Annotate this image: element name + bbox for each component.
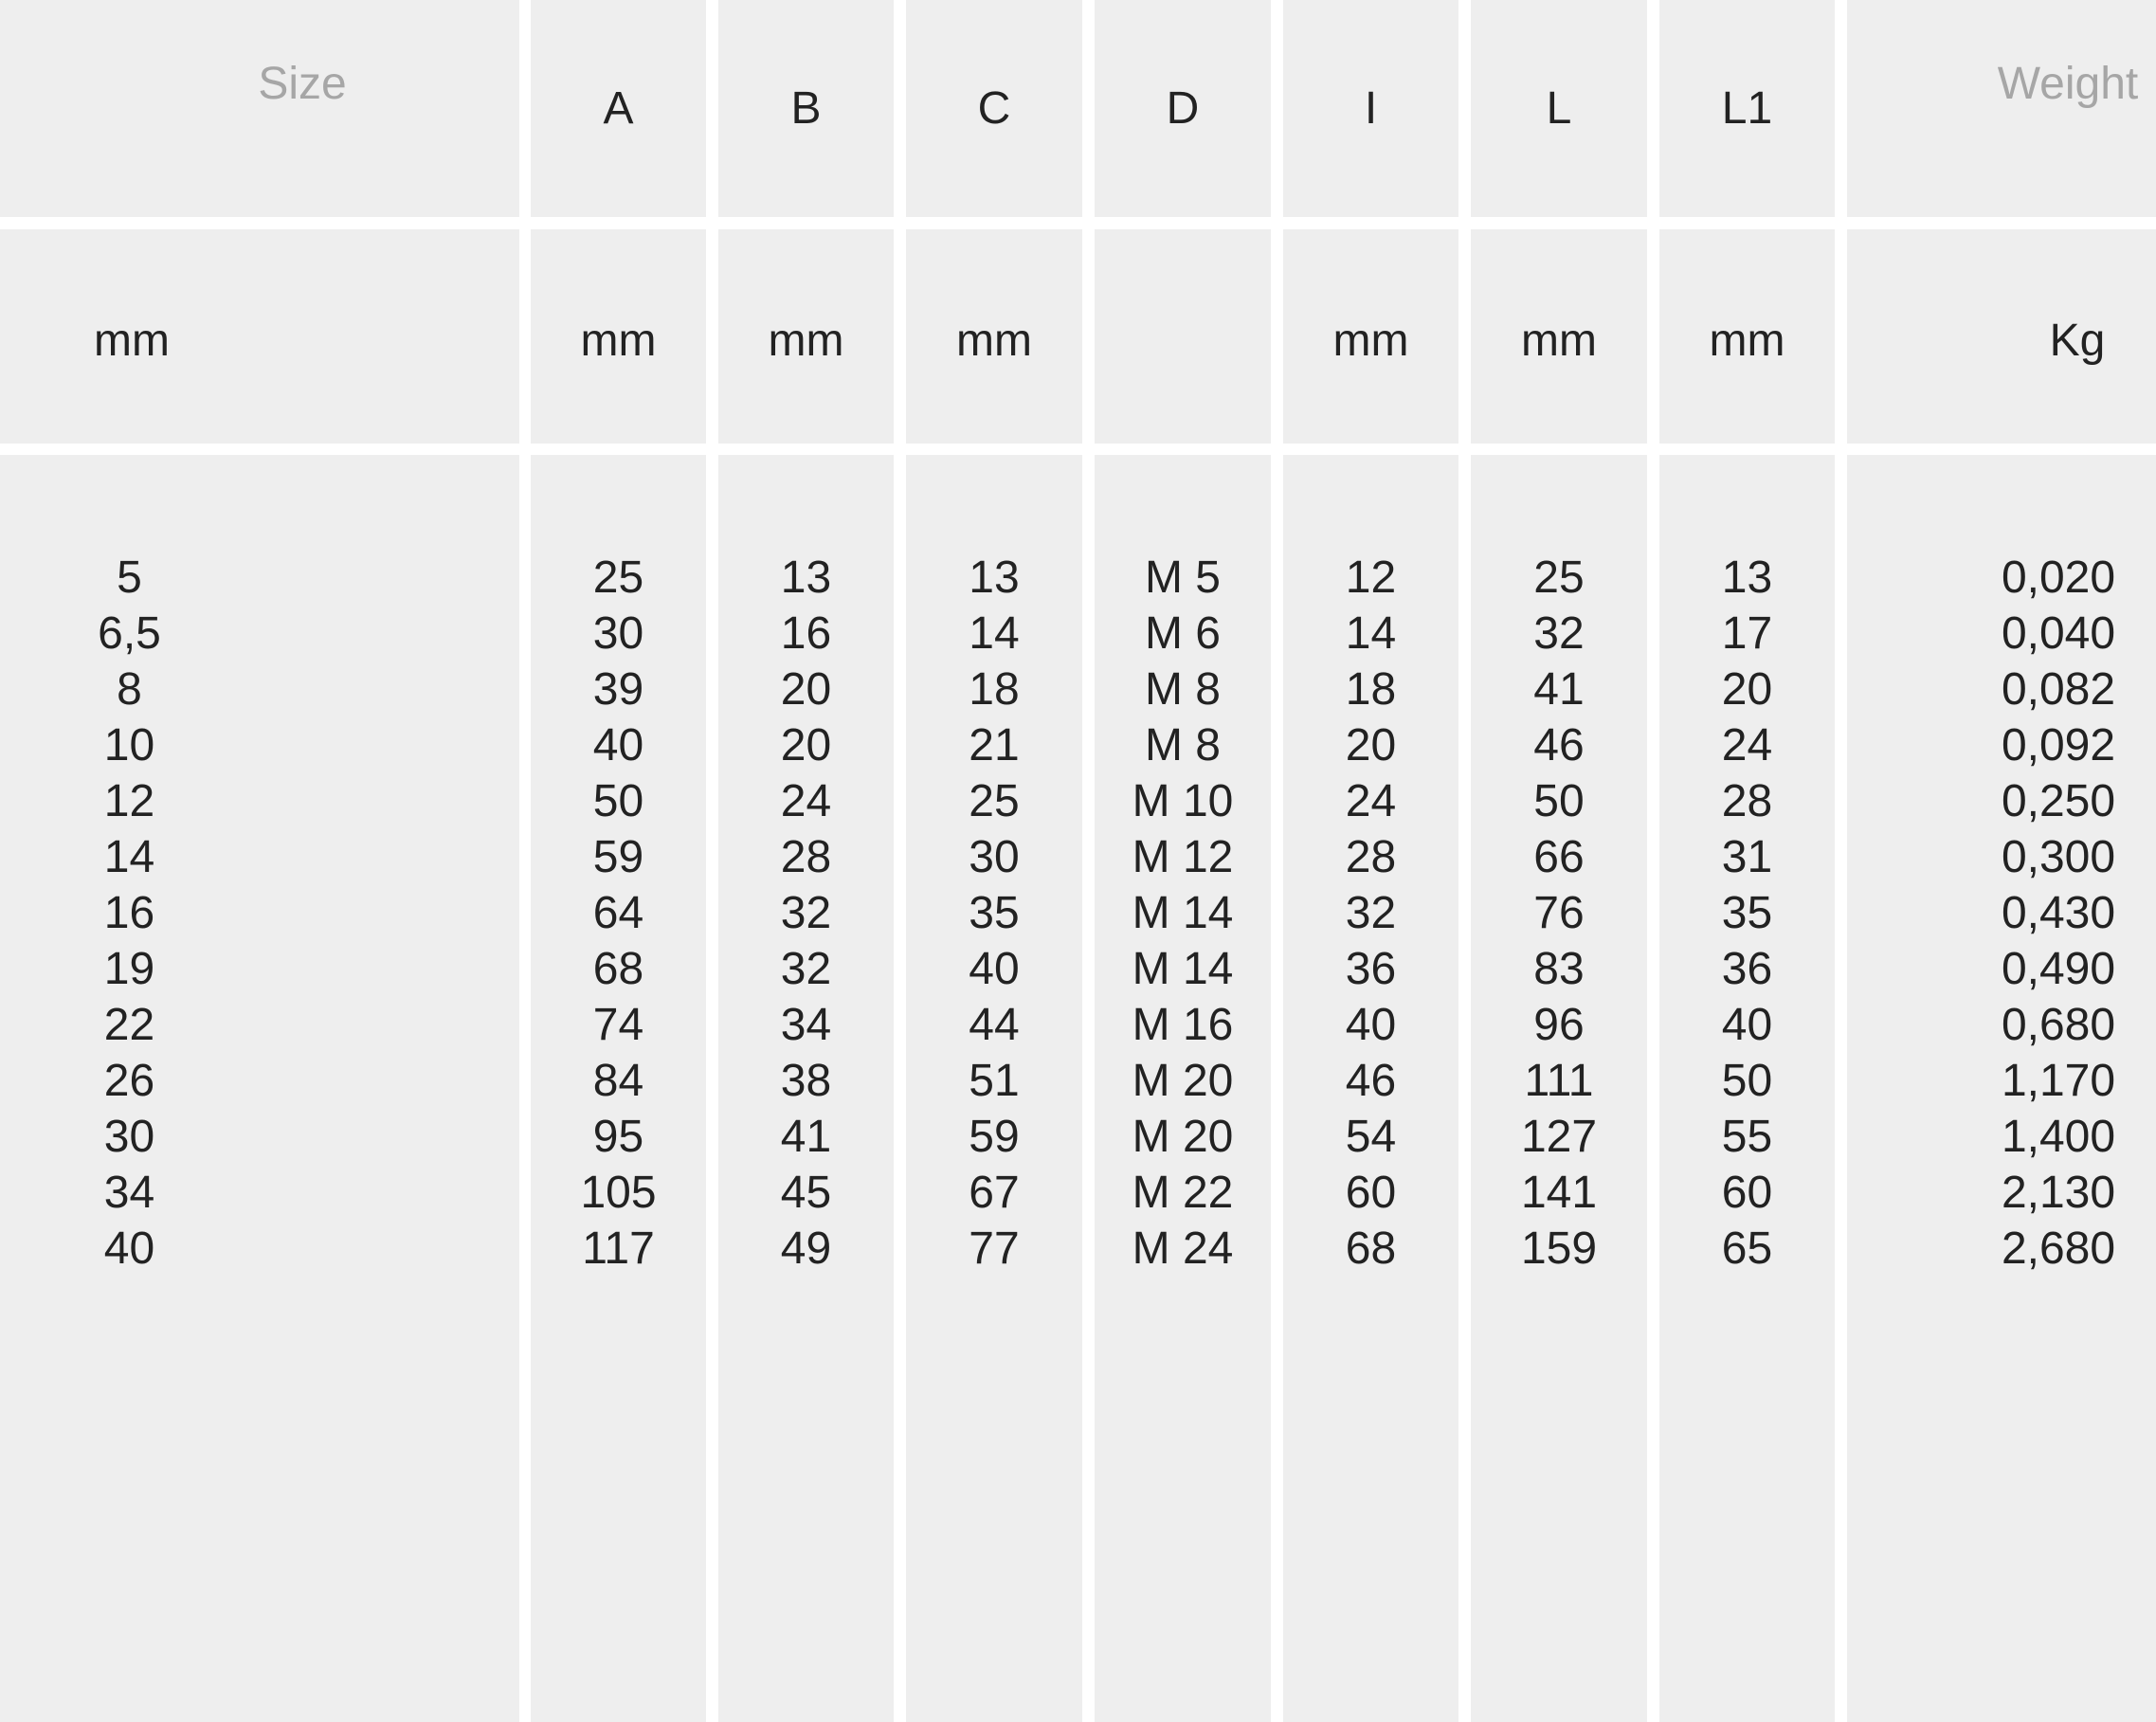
values-weight bbox=[1961, 550, 2156, 1277]
column-d bbox=[1095, 0, 1271, 1722]
value-cell: 18 bbox=[1345, 664, 1397, 715]
header-cell-size bbox=[0, 0, 519, 217]
header-cell-weight bbox=[1847, 0, 2156, 217]
value-cell: 28 bbox=[1345, 832, 1397, 882]
value-cell: 12 bbox=[1345, 553, 1397, 603]
value-cell: 96 bbox=[1533, 1000, 1585, 1050]
value-cell: 77 bbox=[969, 1224, 1020, 1274]
value-cell: 0,040 bbox=[2001, 608, 2116, 659]
value-cell: 34 bbox=[780, 1000, 832, 1050]
value-cell: 1,170 bbox=[2001, 1056, 2116, 1106]
value-cell: 67 bbox=[969, 1168, 1020, 1218]
value-cell: 45 bbox=[780, 1168, 832, 1218]
value-cell: M 14 bbox=[1132, 888, 1234, 938]
header-cell-c bbox=[906, 0, 1082, 217]
value-cell: 5 bbox=[117, 553, 142, 603]
value-cell: 95 bbox=[592, 1112, 644, 1162]
value-cell: 41 bbox=[780, 1112, 832, 1162]
header-d: D bbox=[1166, 83, 1200, 134]
body-cell-weight bbox=[1847, 455, 2156, 1722]
column-a bbox=[531, 0, 706, 1722]
column-l1 bbox=[1659, 0, 1835, 1722]
value-cell: 117 bbox=[582, 1224, 655, 1274]
value-cell: 25 bbox=[1533, 553, 1585, 603]
value-cell: 39 bbox=[592, 664, 644, 715]
value-cell: 0,430 bbox=[2001, 888, 2116, 938]
body-cell-l1 bbox=[1659, 455, 1835, 1722]
value-cell: 2,130 bbox=[2001, 1168, 2116, 1218]
column-c bbox=[906, 0, 1082, 1722]
value-cell: 20 bbox=[1345, 720, 1397, 770]
values-l1 bbox=[1659, 550, 1835, 1277]
value-cell: 25 bbox=[969, 776, 1020, 826]
value-cell: 40 bbox=[103, 1224, 155, 1274]
value-cell: 49 bbox=[780, 1224, 832, 1274]
value-cell: 1,400 bbox=[2001, 1112, 2116, 1162]
value-cell: 141 bbox=[1520, 1168, 1598, 1218]
value-cell: 32 bbox=[780, 944, 832, 994]
value-cell: 20 bbox=[780, 664, 832, 715]
header-a: A bbox=[603, 83, 634, 134]
value-cell: 159 bbox=[1520, 1224, 1598, 1274]
value-cell: 55 bbox=[1721, 1112, 1773, 1162]
unit-size: mm bbox=[94, 316, 170, 366]
value-cell: M 22 bbox=[1132, 1168, 1234, 1218]
header-cell-l bbox=[1471, 0, 1647, 217]
value-cell: 22 bbox=[103, 1000, 155, 1050]
value-cell: 111 bbox=[1524, 1056, 1594, 1106]
value-cell: 0,680 bbox=[2001, 1000, 2116, 1050]
body-cell-size bbox=[0, 455, 519, 1722]
value-cell: 68 bbox=[592, 944, 644, 994]
value-cell: 40 bbox=[1345, 1000, 1397, 1050]
header-cell-i bbox=[1283, 0, 1458, 217]
value-cell: 16 bbox=[780, 608, 832, 659]
value-cell: 36 bbox=[1345, 944, 1397, 994]
value-cell: 32 bbox=[1345, 888, 1397, 938]
values-a bbox=[531, 550, 706, 1277]
value-cell: M 20 bbox=[1132, 1112, 1234, 1162]
value-cell: 50 bbox=[592, 776, 644, 826]
value-cell: M 16 bbox=[1132, 1000, 1234, 1050]
unit-cell-b bbox=[718, 229, 894, 444]
value-cell: 50 bbox=[1721, 1056, 1773, 1106]
value-cell: M 8 bbox=[1144, 720, 1221, 770]
value-cell: 50 bbox=[1533, 776, 1585, 826]
unit-cell-size bbox=[0, 229, 519, 444]
value-cell: 24 bbox=[1345, 776, 1397, 826]
value-cell: 83 bbox=[1533, 944, 1585, 994]
column-l bbox=[1471, 0, 1647, 1722]
value-cell: 0,020 bbox=[2001, 553, 2116, 603]
value-cell: 32 bbox=[1533, 608, 1585, 659]
value-cell: 20 bbox=[780, 720, 832, 770]
value-cell: M 24 bbox=[1132, 1224, 1234, 1274]
value-cell: 127 bbox=[1520, 1112, 1598, 1162]
values-c bbox=[906, 550, 1082, 1277]
header-i: I bbox=[1364, 83, 1378, 134]
value-cell: 14 bbox=[1345, 608, 1397, 659]
value-cell: 40 bbox=[1721, 1000, 1773, 1050]
value-cell: 64 bbox=[592, 888, 644, 938]
value-cell: 40 bbox=[592, 720, 644, 770]
unit-cell-a bbox=[531, 229, 706, 444]
header-size: Size bbox=[258, 59, 347, 109]
value-cell: 10 bbox=[103, 720, 155, 770]
value-cell: 20 bbox=[1721, 664, 1773, 715]
value-cell: 68 bbox=[1345, 1224, 1397, 1274]
value-cell: 40 bbox=[969, 944, 1020, 994]
values-i bbox=[1283, 550, 1458, 1277]
value-cell: 35 bbox=[1721, 888, 1773, 938]
value-cell: 44 bbox=[969, 1000, 1020, 1050]
header-cell-l1 bbox=[1659, 0, 1835, 217]
value-cell: 51 bbox=[969, 1056, 1020, 1106]
value-cell: 36 bbox=[1721, 944, 1773, 994]
body-cell-a bbox=[531, 455, 706, 1722]
value-cell: 41 bbox=[1533, 664, 1585, 715]
values-b bbox=[718, 550, 894, 1277]
unit-i: mm bbox=[1332, 316, 1409, 366]
value-cell: 31 bbox=[1721, 832, 1773, 882]
value-cell: 60 bbox=[1345, 1168, 1397, 1218]
value-cell: M 8 bbox=[1144, 664, 1221, 715]
value-cell: 18 bbox=[969, 664, 1020, 715]
value-cell: 0,092 bbox=[2001, 720, 2116, 770]
value-cell: 28 bbox=[780, 832, 832, 882]
value-cell: 24 bbox=[780, 776, 832, 826]
value-cell: 13 bbox=[1721, 553, 1773, 603]
value-cell: 30 bbox=[103, 1112, 155, 1162]
value-cell: 16 bbox=[103, 888, 155, 938]
value-cell: M 14 bbox=[1132, 944, 1234, 994]
value-cell: 76 bbox=[1533, 888, 1585, 938]
header-c: C bbox=[977, 83, 1011, 134]
unit-weight: Kg bbox=[2049, 316, 2106, 366]
value-cell: 65 bbox=[1721, 1224, 1773, 1274]
value-cell: 14 bbox=[969, 608, 1020, 659]
unit-cell-l bbox=[1471, 229, 1647, 444]
unit-cell-c bbox=[906, 229, 1082, 444]
value-cell: 8 bbox=[117, 664, 142, 715]
header-weight: Weight bbox=[1997, 59, 2139, 109]
body-cell-d bbox=[1095, 455, 1271, 1722]
value-cell: 2,680 bbox=[2001, 1224, 2116, 1274]
value-cell: 12 bbox=[103, 776, 155, 826]
header-cell-a bbox=[531, 0, 706, 217]
value-cell: 0,300 bbox=[2001, 832, 2116, 882]
value-cell: 13 bbox=[969, 553, 1020, 603]
unit-a: mm bbox=[580, 316, 657, 366]
column-weight bbox=[1847, 0, 2156, 1722]
body-cell-l bbox=[1471, 455, 1647, 1722]
value-cell: 59 bbox=[969, 1112, 1020, 1162]
value-cell: 60 bbox=[1721, 1168, 1773, 1218]
value-cell: M 10 bbox=[1132, 776, 1234, 826]
value-cell: M 12 bbox=[1132, 832, 1234, 882]
value-cell: 46 bbox=[1533, 720, 1585, 770]
value-cell: M 20 bbox=[1132, 1056, 1234, 1106]
values-size bbox=[0, 550, 519, 1277]
values-d bbox=[1095, 550, 1271, 1277]
value-cell: 30 bbox=[969, 832, 1020, 882]
value-cell: 35 bbox=[969, 888, 1020, 938]
unit-cell-d bbox=[1095, 229, 1271, 444]
header-b: B bbox=[790, 83, 822, 134]
values-l bbox=[1471, 550, 1647, 1277]
value-cell: 74 bbox=[592, 1000, 644, 1050]
value-cell: 66 bbox=[1533, 832, 1585, 882]
value-cell: 6,5 bbox=[98, 608, 161, 659]
header-l: L bbox=[1546, 83, 1572, 134]
unit-l: mm bbox=[1521, 316, 1597, 366]
header-cell-b bbox=[718, 0, 894, 217]
column-size bbox=[0, 0, 519, 1722]
header-cell-d bbox=[1095, 0, 1271, 217]
body-cell-c bbox=[906, 455, 1082, 1722]
value-cell: 19 bbox=[103, 944, 155, 994]
value-cell: 59 bbox=[592, 832, 644, 882]
value-cell: M 6 bbox=[1144, 608, 1221, 659]
value-cell: 38 bbox=[780, 1056, 832, 1106]
header-l1: L1 bbox=[1721, 83, 1773, 134]
body-cell-b bbox=[718, 455, 894, 1722]
value-cell: 34 bbox=[103, 1168, 155, 1218]
value-cell: 0,490 bbox=[2001, 944, 2116, 994]
body-cell-i bbox=[1283, 455, 1458, 1722]
value-cell: 26 bbox=[103, 1056, 155, 1106]
value-cell: 14 bbox=[103, 832, 155, 882]
value-cell: 32 bbox=[780, 888, 832, 938]
unit-cell-weight bbox=[1847, 229, 2156, 444]
column-i bbox=[1283, 0, 1458, 1722]
value-cell: 28 bbox=[1721, 776, 1773, 826]
unit-b: mm bbox=[768, 316, 844, 366]
unit-c: mm bbox=[956, 316, 1032, 366]
value-cell: 54 bbox=[1345, 1112, 1397, 1162]
value-cell: 30 bbox=[592, 608, 644, 659]
value-cell: 25 bbox=[592, 553, 644, 603]
unit-cell-i bbox=[1283, 229, 1458, 444]
value-cell: 13 bbox=[780, 553, 832, 603]
value-cell: 0,250 bbox=[2001, 776, 2116, 826]
unit-l1: mm bbox=[1709, 316, 1785, 366]
value-cell: 105 bbox=[580, 1168, 657, 1218]
value-cell: M 5 bbox=[1144, 553, 1221, 603]
value-cell: 84 bbox=[592, 1056, 644, 1106]
value-cell: 46 bbox=[1345, 1056, 1397, 1106]
column-b bbox=[718, 0, 894, 1722]
value-cell: 0,082 bbox=[2001, 664, 2116, 715]
value-cell: 17 bbox=[1721, 608, 1773, 659]
unit-cell-l1 bbox=[1659, 229, 1835, 444]
value-cell: 24 bbox=[1721, 720, 1773, 770]
value-cell: 21 bbox=[969, 720, 1020, 770]
